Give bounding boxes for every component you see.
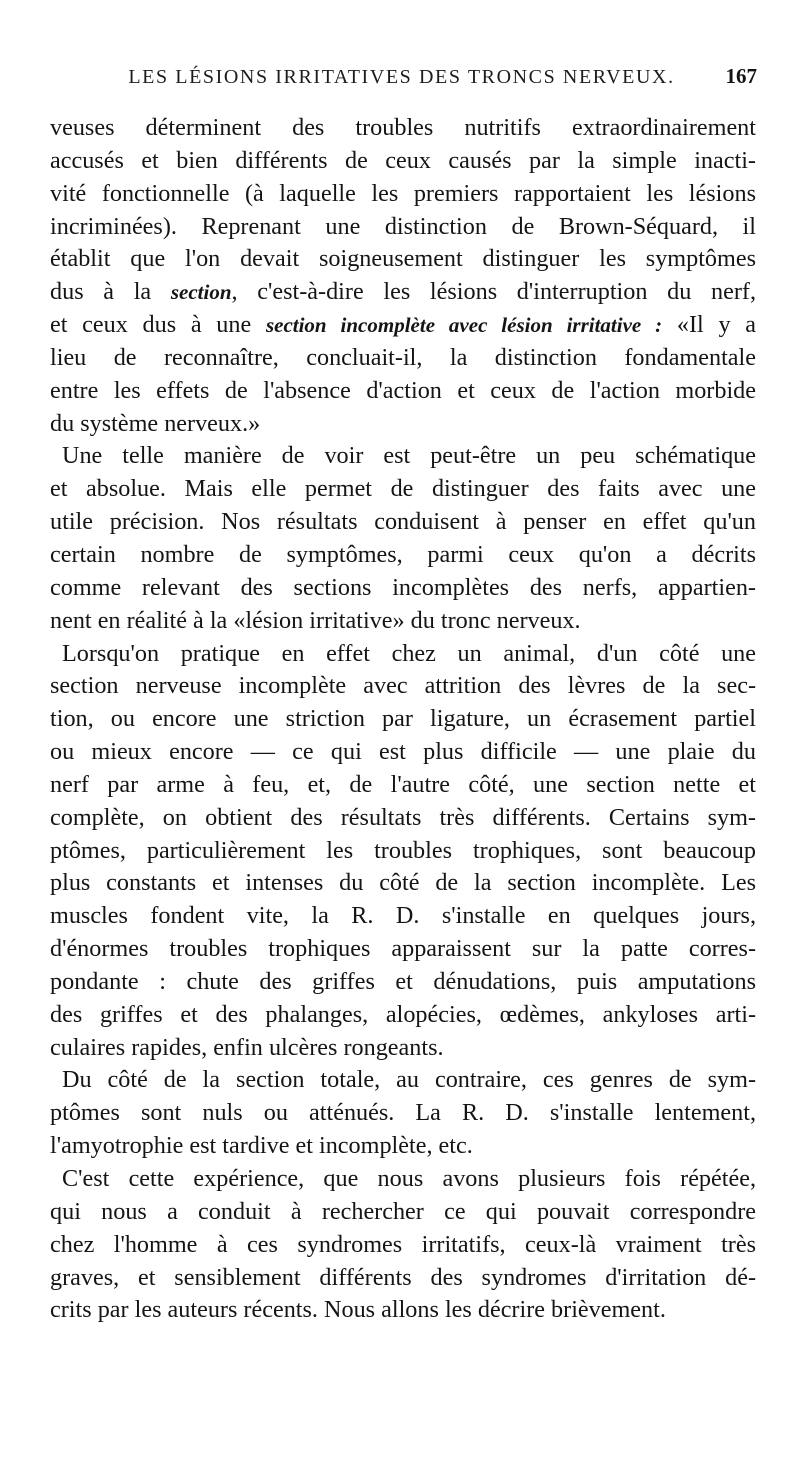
text-line bbox=[50, 900, 756, 933]
text-segment: vité fonctionnelle (à laquelle les premiers rapportaient les lésions bbox=[50, 179, 756, 207]
text-segment: utile précision. Nos résultats conduisent à penser en effet qu'un bbox=[50, 508, 756, 536]
paragraph bbox=[50, 440, 756, 637]
text-segment: ptômes sont nuls ou atténués. La R. D. s'installe lentement, bbox=[50, 1099, 756, 1127]
text-segment: «Il y a bbox=[662, 311, 756, 339]
text-segment: , c'est-à-dire les lésions d'interruption du nerf, bbox=[231, 278, 756, 306]
text-segment: du système nerveux.» bbox=[50, 409, 261, 437]
text-line bbox=[50, 408, 756, 441]
text-line bbox=[50, 638, 756, 671]
italic-text: section incomplète avec lésion irritative : bbox=[265, 313, 663, 338]
page-number: 167 bbox=[725, 64, 757, 88]
text-line bbox=[50, 342, 756, 375]
text-segment: veuses déterminent des troubles nutritifs extraordinairement bbox=[50, 114, 756, 141]
text-line bbox=[50, 802, 756, 835]
text-line bbox=[50, 1163, 756, 1196]
text-segment: pondante : chute des griffes et dénudations, puis amputations bbox=[50, 967, 756, 995]
text-segment: entre les effets de l'absence d'action et ceux de l'action morbide bbox=[50, 376, 756, 404]
text-line bbox=[50, 703, 756, 736]
text-line bbox=[50, 1262, 756, 1295]
text-segment: accusés et bien différents de ceux causés par la simple inacti- bbox=[50, 146, 756, 174]
text-line bbox=[50, 473, 756, 506]
text-segment: muscles fondent vite, la R. D. s'installe en quelques jours, bbox=[50, 902, 756, 930]
paragraph bbox=[50, 1163, 756, 1327]
text-segment: qui nous a conduit à rechercher ce qui pouvait correspondre bbox=[50, 1197, 756, 1225]
text-segment: tion, ou encore une striction par ligature, un écrasement partiel bbox=[50, 705, 756, 733]
text-segment: et absolue. Mais elle permet de distinguer des faits avec une bbox=[50, 475, 756, 503]
text-segment: C'est cette expérience, que nous avons plusieurs fois répétée, bbox=[62, 1165, 756, 1192]
text-line bbox=[50, 440, 756, 473]
text-line bbox=[50, 211, 756, 244]
text-line bbox=[50, 112, 756, 145]
italic-text: section bbox=[170, 280, 232, 305]
text-line bbox=[50, 539, 756, 572]
text-line bbox=[50, 999, 756, 1032]
text-segment: Lorsqu'on pratique en effet chez un animal, d'un côté une bbox=[62, 639, 756, 667]
text-line bbox=[50, 178, 756, 211]
running-title: LES LÉSIONS IRRITATIVES DES TRONCS NERVEUX. bbox=[128, 66, 675, 88]
paragraph bbox=[50, 112, 756, 440]
text-line bbox=[50, 605, 756, 638]
text-segment: culaires rapides, enfin ulcères rongeants. bbox=[50, 1033, 444, 1061]
text-line bbox=[50, 966, 756, 999]
text-segment: établit que l'on devait soigneusement distinguer les symptômes bbox=[50, 245, 756, 273]
text-line bbox=[50, 867, 756, 900]
paragraph bbox=[50, 1064, 756, 1163]
text-segment: crits par les auteurs récents. Nous allons les décrire brièvement. bbox=[50, 1296, 666, 1324]
text-segment: Du côté de la section totale, au contraire, ces genres de sym- bbox=[62, 1066, 756, 1094]
text-segment: lieu de reconnaître, concluait-il, la distinction fondamentale bbox=[50, 343, 756, 371]
text-line bbox=[50, 276, 756, 309]
text-segment: nerf par arme à feu, et, de l'autre côté, une section nette et bbox=[50, 770, 756, 798]
text-line bbox=[50, 835, 756, 868]
text-segment: et ceux dus à une bbox=[50, 311, 266, 339]
text-line bbox=[50, 736, 756, 769]
text-segment: comme relevant des sections incomplètes des nerfs, appartien- bbox=[50, 573, 756, 601]
text-segment: dus à la bbox=[50, 278, 171, 306]
page-header bbox=[52, 64, 757, 104]
text-segment: ptômes, particulièrement les troubles trophiques, sont beaucoup bbox=[50, 836, 756, 864]
text-line bbox=[50, 1064, 756, 1097]
text-segment: chez l'homme à ces syndromes irritatifs, ceux-là vraiment très bbox=[50, 1230, 756, 1258]
text-line bbox=[50, 375, 756, 408]
text-segment: ou mieux encore — ce qui est plus difficile — une plaie du bbox=[50, 738, 756, 766]
text-segment: section nerveuse incomplète avec attrition des lèvres de la sec- bbox=[50, 672, 756, 700]
body-text bbox=[50, 112, 756, 1327]
text-line bbox=[50, 1097, 756, 1130]
text-segment: nent en réalité à la «lésion irritative» du tronc nerveux. bbox=[50, 606, 581, 634]
text-segment: des griffes et des phalanges, alopécies, œdèmes, ankyloses arti- bbox=[50, 1000, 756, 1028]
text-line bbox=[50, 1294, 756, 1327]
text-line bbox=[50, 769, 756, 802]
text-segment: l'amyotrophie est tardive et incomplète, etc. bbox=[50, 1132, 473, 1160]
text-line bbox=[50, 1229, 756, 1262]
text-line bbox=[50, 1196, 756, 1229]
text-segment: incriminées). Reprenant une distinction de Brown-Séquard, il bbox=[50, 212, 756, 240]
text-line bbox=[50, 145, 756, 178]
text-segment: certain nombre de symptômes, parmi ceux qu'on a décrits bbox=[50, 540, 756, 568]
text-line bbox=[50, 1032, 756, 1065]
text-line bbox=[50, 670, 756, 703]
paragraph bbox=[50, 638, 756, 1065]
text-segment: graves, et sensiblement différents des syndromes d'irritation dé- bbox=[50, 1263, 756, 1291]
text-line bbox=[50, 1130, 756, 1163]
text-line bbox=[50, 309, 756, 342]
text-line bbox=[50, 243, 756, 276]
text-line bbox=[50, 933, 756, 966]
text-segment: d'énormes troubles trophiques apparaissent sur la patte corres- bbox=[50, 935, 756, 963]
text-segment: complète, on obtient des résultats très différents. Certains sym- bbox=[50, 803, 756, 831]
text-line bbox=[50, 572, 756, 605]
text-segment: Une telle manière de voir est peut-être un peu schématique bbox=[62, 442, 756, 470]
text-line bbox=[50, 506, 756, 539]
text-segment: plus constants et intenses du côté de la section incomplète. Les bbox=[50, 869, 756, 897]
